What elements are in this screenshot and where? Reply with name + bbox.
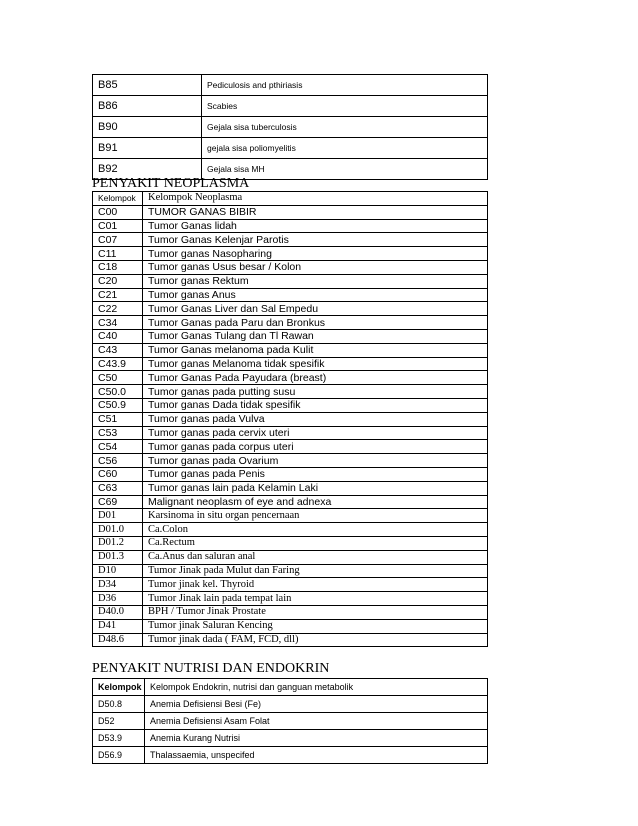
name-cell: Tumor jinak dada ( FAM, FCD, dll) <box>143 633 488 647</box>
code-cell: D34 <box>93 578 143 592</box>
name-cell: Tumor Ganas Liver dan Sal Empedu <box>143 302 488 316</box>
table-row <box>93 495 488 509</box>
code-cell: C54 <box>93 440 143 454</box>
table-row <box>93 205 488 219</box>
name-cell: Pediculosis and pthiriasis <box>202 75 488 96</box>
table-row <box>93 138 488 159</box>
code-cell: D01 <box>93 509 143 523</box>
code-cell: C01 <box>93 219 143 233</box>
code-cell: C43 <box>93 343 143 357</box>
name-cell: Tumor ganas Nasopharing <box>143 247 488 261</box>
table-row <box>93 578 488 592</box>
name-cell: Tumor ganas Usus besar / Kolon <box>143 260 488 274</box>
code-cell: D52 <box>93 713 145 730</box>
table-row <box>93 481 488 495</box>
name-cell: Ca.Colon <box>143 523 488 537</box>
table-row <box>93 357 488 371</box>
name-cell: gejala sisa poliomyelitis <box>202 138 488 159</box>
code-cell: C00 <box>93 205 143 219</box>
neoplasma-table <box>92 191 488 647</box>
infeksi-table <box>92 74 488 180</box>
code-cell: C11 <box>93 247 143 261</box>
name-cell: Tumor Jinak lain pada tempat lain <box>143 592 488 606</box>
name-cell: Tumor ganas pada cervix uteri <box>143 426 488 440</box>
table-row <box>93 536 488 550</box>
name-cell: Gejala sisa MH <box>202 159 488 180</box>
name-cell: Ca.Anus dan saluran anal <box>143 550 488 564</box>
code-cell: D01.3 <box>93 550 143 564</box>
table-row <box>93 302 488 316</box>
code-cell: C50.0 <box>93 385 143 399</box>
table-row <box>93 696 488 713</box>
table-header-row <box>93 679 488 696</box>
nutrisi-table <box>92 678 488 764</box>
code-cell: C51 <box>93 412 143 426</box>
code-cell: D41 <box>93 619 143 633</box>
code-cell: D01.0 <box>93 523 143 537</box>
table-row <box>93 343 488 357</box>
code-cell: D53.9 <box>93 730 145 747</box>
code-cell: B85 <box>93 75 202 96</box>
code-cell: C69 <box>93 495 143 509</box>
code-cell: D40.0 <box>93 605 143 619</box>
nutrisi-heading: PENYAKIT NUTRISI DAN ENDOKRIN <box>92 661 330 676</box>
table-row <box>93 605 488 619</box>
table-row <box>93 592 488 606</box>
code-cell: D50.8 <box>93 696 145 713</box>
code-cell: C50 <box>93 371 143 385</box>
table-row <box>93 219 488 233</box>
table-row <box>93 509 488 523</box>
code-cell: C56 <box>93 454 143 468</box>
name-cell: Tumor ganas lain pada Kelamin Laki <box>143 481 488 495</box>
table-row <box>93 75 488 96</box>
code-cell: C21 <box>93 288 143 302</box>
table-row <box>93 398 488 412</box>
table-header-row <box>93 192 488 206</box>
name-cell: Gejala sisa tuberculosis <box>202 117 488 138</box>
name-cell: Tumor Jinak pada Mulut dan Faring <box>143 564 488 578</box>
table-row <box>93 550 488 564</box>
name-cell: Tumor ganas pada Vulva <box>143 412 488 426</box>
code-cell: C18 <box>93 260 143 274</box>
table-row <box>93 117 488 138</box>
code-cell: D01.2 <box>93 536 143 550</box>
table-row <box>93 274 488 288</box>
table-row <box>93 619 488 633</box>
code-cell: B91 <box>93 138 202 159</box>
name-cell: Tumor ganas pada corpus uteri <box>143 440 488 454</box>
name-cell: Anemia Kurang Nutrisi <box>145 730 488 747</box>
name-cell: Tumor Ganas melanoma pada Kulit <box>143 343 488 357</box>
table-row <box>93 467 488 481</box>
table-row <box>93 730 488 747</box>
table-row <box>93 747 488 764</box>
table-row <box>93 371 488 385</box>
code-cell: C22 <box>93 302 143 316</box>
table-row <box>93 385 488 399</box>
name-cell: Tumor jinak kel. Thyroid <box>143 578 488 592</box>
code-cell: B90 <box>93 117 202 138</box>
code-cell: B86 <box>93 96 202 117</box>
code-cell: B92 <box>93 159 202 180</box>
code-cell: C63 <box>93 481 143 495</box>
name-cell: Tumor jinak Saluran Kencing <box>143 619 488 633</box>
table-row <box>93 316 488 330</box>
table-row <box>93 260 488 274</box>
name-cell: Tumor ganas Rektum <box>143 274 488 288</box>
name-cell: Tumor ganas pada Ovarium <box>143 454 488 468</box>
name-cell: TUMOR GANAS BIBIR <box>143 205 488 219</box>
name-cell: Tumor Ganas Kelenjar Parotis <box>143 233 488 247</box>
table-row <box>93 96 488 117</box>
code-cell: C53 <box>93 426 143 440</box>
neoplasma-heading: PENYAKIT NEOPLASMA <box>92 176 250 191</box>
table-row <box>93 564 488 578</box>
table-row <box>93 426 488 440</box>
code-cell: D56.9 <box>93 747 145 764</box>
name-cell: Tumor Ganas lidah <box>143 219 488 233</box>
name-cell: Anemia Defisiensi Asam Folat <box>145 713 488 730</box>
name-cell: Tumor ganas Melanoma tidak spesifik <box>143 357 488 371</box>
code-cell: C50.9 <box>93 398 143 412</box>
name-cell: Tumor ganas Anus <box>143 288 488 302</box>
name-cell: Tumor ganas pada Penis <box>143 467 488 481</box>
name-cell: Tumor ganas Dada tidak spesifik <box>143 398 488 412</box>
name-cell: Malignant neoplasm of eye and adnexa <box>143 495 488 509</box>
name-cell: Tumor Ganas Tulang dan Tl Rawan <box>143 329 488 343</box>
table-row <box>93 713 488 730</box>
table-row <box>93 412 488 426</box>
code-cell: C43.9 <box>93 357 143 371</box>
table-row <box>93 247 488 261</box>
header-name: Kelompok Neoplasma <box>143 192 488 206</box>
name-cell: BPH / Tumor Jinak Prostate <box>143 605 488 619</box>
code-cell: C40 <box>93 329 143 343</box>
table-row <box>93 233 488 247</box>
header-code: Kelompok <box>93 192 143 206</box>
name-cell: Tumor ganas pada putting susu <box>143 385 488 399</box>
name-cell: Scabies <box>202 96 488 117</box>
name-cell: Thalassaemia, unspecifed <box>145 747 488 764</box>
code-cell: C20 <box>93 274 143 288</box>
header-code: Kelompok <box>93 679 145 696</box>
table-row <box>93 523 488 537</box>
code-cell: C07 <box>93 233 143 247</box>
code-cell: D10 <box>93 564 143 578</box>
name-cell: Ca.Rectum <box>143 536 488 550</box>
code-cell: C60 <box>93 467 143 481</box>
name-cell: Anemia Defisiensi Besi (Fe) <box>145 696 488 713</box>
name-cell: Karsinoma in situ organ pencernaan <box>143 509 488 523</box>
table-row <box>93 329 488 343</box>
code-cell: C34 <box>93 316 143 330</box>
table-row <box>93 633 488 647</box>
name-cell: Tumor Ganas Pada Payudara (breast) <box>143 371 488 385</box>
header-name: Kelompok Endokrin, nutrisi dan ganguan metabolik <box>145 679 488 696</box>
code-cell: D48.6 <box>93 633 143 647</box>
code-cell: D36 <box>93 592 143 606</box>
table-row <box>93 288 488 302</box>
table-row <box>93 454 488 468</box>
table-row <box>93 440 488 454</box>
name-cell: Tumor Ganas pada Paru dan Bronkus <box>143 316 488 330</box>
